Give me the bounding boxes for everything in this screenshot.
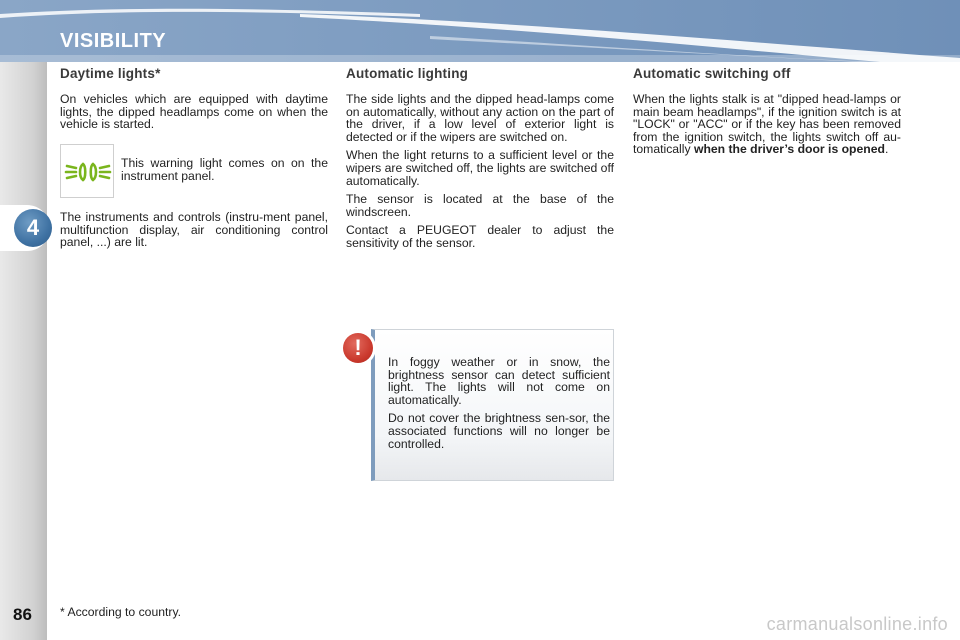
daytime-lights-details: The instruments and controls (instru-ment panel, multifunction display, air conditioning control panel, ...) are lit. (60, 210, 328, 250)
daytime-lights-details-block (60, 211, 328, 255)
switching-off-tail: . (884, 142, 889, 157)
automatic-lighting-heading: Automatic lighting (346, 66, 469, 81)
switching-off-body: When the lights stalk is at "dipped head-lamps or main beam headlamps", if the ignition switch is at "LOCK" or "ACC" or if the key has been removed from the ignition switch, the lights switch off au-tomatically (633, 92, 901, 157)
page-number: 86 (13, 605, 32, 624)
watermark: carmanualsonline.info (766, 614, 948, 634)
automatic-lighting-paragraph-3: The sensor is located at the base of the windscreen. (346, 192, 614, 219)
daytime-lights-section (60, 66, 328, 137)
caution-paragraph-1: In foggy weather or in snow, the brightness sensor can detect sufficient light. The lights will not come on automatically. (388, 355, 610, 407)
caution-paragraph-2: Do not cover the brightness sen-sor, the associated functions will no longer be controlled. (388, 411, 610, 451)
automatic-switching-off-section (633, 66, 901, 162)
automatic-switching-off-text (633, 93, 901, 156)
switching-off-emphasis: when the driver’s door is opened (693, 142, 885, 157)
caution-text (388, 356, 610, 456)
automatic-lighting-paragraph-2: When the light returns to a sufficient level or the wipers are switched off, the lights are switched off automatically. (346, 148, 614, 188)
chapter-number-badge: 4 (14, 209, 52, 247)
automatic-switching-off-heading: Automatic switching off (633, 66, 791, 81)
automatic-lighting-paragraph-1: The side lights and the dipped head-lamps come on automatically, without any action on the part of the driver, if a low level of exterior light is detected or if the wipers are switched on. (346, 92, 614, 144)
daytime-lights-warning-icon (60, 144, 114, 198)
page-title: VISIBILITY (60, 30, 167, 52)
daytime-lights-intro: On vehicles which are equipped with daytime lights, the dipped headlamps come on when the vehicle is started. (60, 92, 328, 132)
daytime-warning-light-text: This warning light comes on on the instrument panel. (121, 156, 328, 183)
automatic-lighting-section (346, 66, 614, 256)
header-banner (0, 0, 960, 62)
footnote: * According to country. (60, 605, 182, 619)
automatic-lighting-paragraph-4: Contact a PEUGEOT dealer to adjust the sensitivity of the sensor. (346, 223, 614, 250)
caution-box (371, 329, 614, 481)
exclamation-icon: ! (343, 333, 373, 363)
daytime-warning-light-row (60, 144, 328, 198)
side-strip (0, 62, 47, 640)
daytime-lights-heading: Daytime lights* (60, 66, 161, 81)
